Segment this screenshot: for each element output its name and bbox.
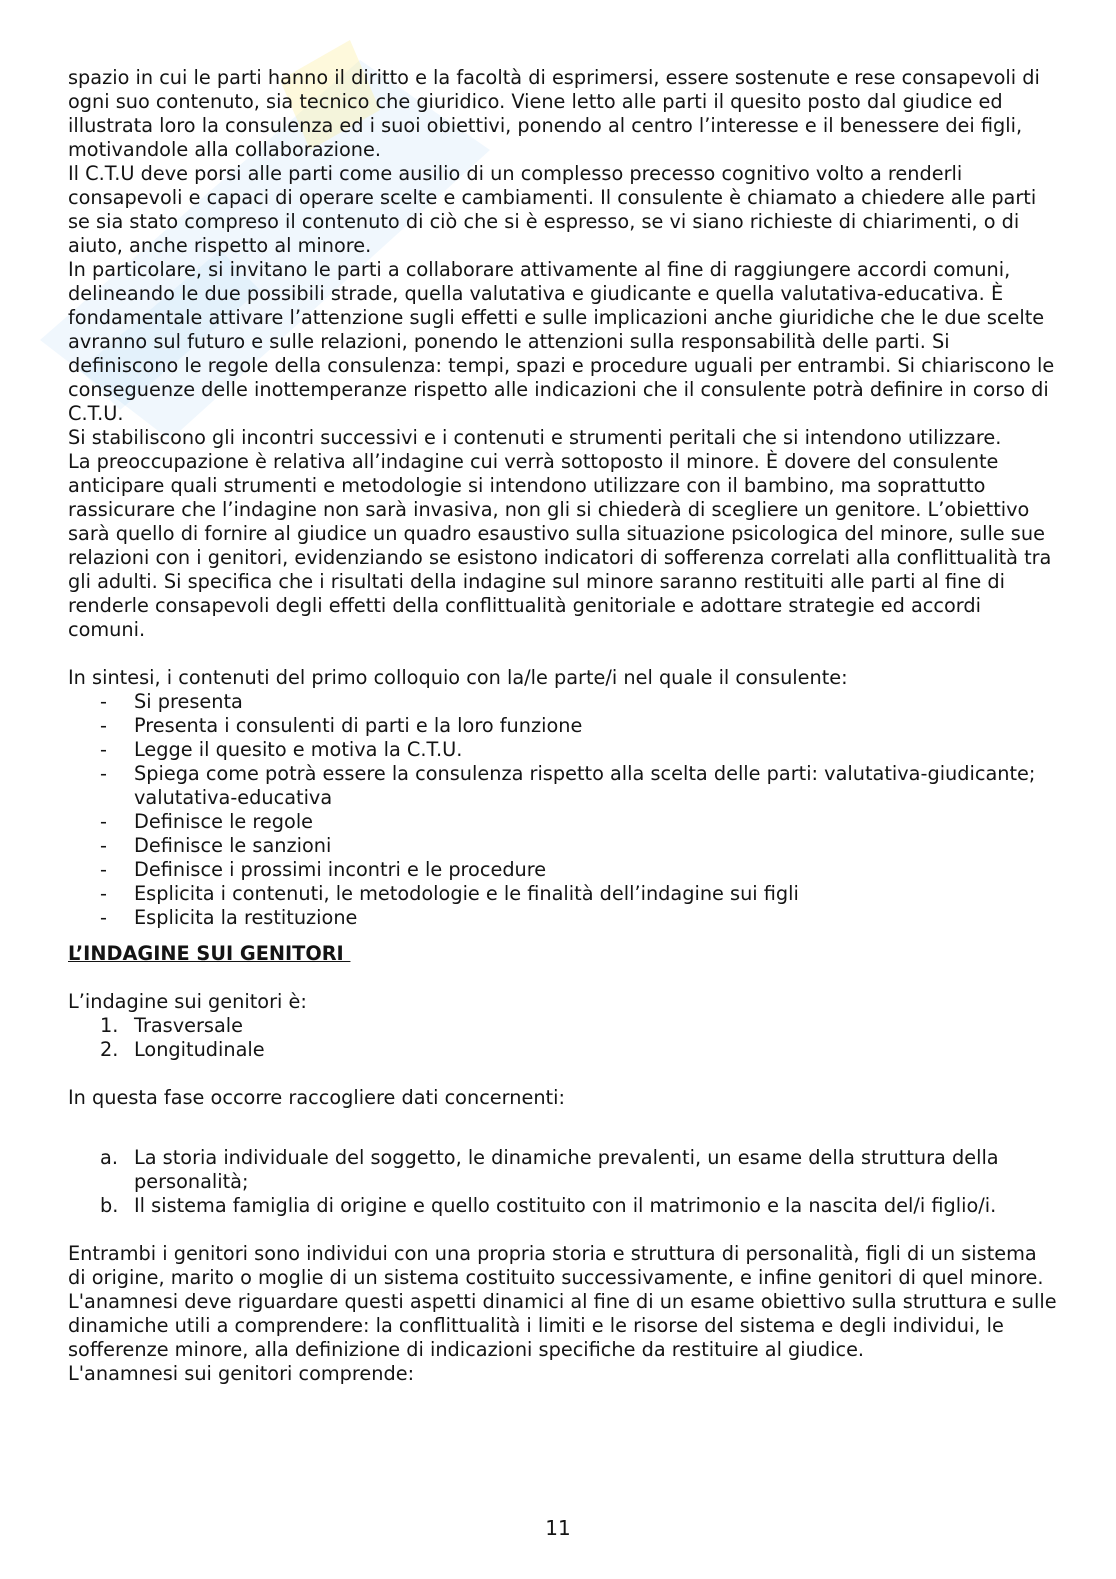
paragraph: L'anamnesi sui genitori comprende: [68, 1362, 415, 1385]
list-item [68, 1038, 1058, 1062]
list-item-text: Trasversale [134, 1014, 244, 1037]
paragraph: Il C.T.U deve porsi alle parti come ausilio di un complesso precesso cognitivo volto a renderli consapevoli e capaci di operare scelte e cambiamenti. Il consulente è chiamato a chiedere alle parti se sia stato compreso il contenuto di ciò che si è espresso, se vi siano richieste di chiarimenti, o di aiuto, anche rispetto al minore. [68, 162, 1037, 257]
list-item: - Definisce le regole [68, 810, 1058, 834]
list-item: - Esplicita la restituzione [68, 906, 1058, 930]
list-item: - Presenta i consulenti di parti e la loro funzione [68, 714, 1058, 738]
list-item-text: Longitudinale [134, 1038, 265, 1061]
list-item-text: La storia individuale del soggetto, le dinamiche prevalenti, un esame della struttura della personalità; [134, 1146, 999, 1193]
list-marker: a. [100, 1146, 118, 1169]
paragraph: Si stabiliscono gli incontri successivi e i contenuti e strumenti peritali che si intendono utilizzare. [68, 426, 1002, 449]
raccolta-list [68, 1146, 1058, 1218]
raccolta-intro: In questa fase occorre raccogliere dati concernenti: [68, 1086, 565, 1109]
paragraph: L'anamnesi deve riguardare questi aspetti dinamici al fine di un esame obiettivo sulla struttura e sulle dinamiche utili a comprendere: la conflittualità i limiti e le risorse del sistema e degli individui, le sofferenze minore, alla definizione di indicazioni specifiche da restituire al giudice. [68, 1290, 1057, 1361]
page-number: 11 [545, 1516, 571, 1540]
paragraph: Entrambi i genitori sono individui con una propria storia e struttura di personalità, figli di un sistema di origine, marito o moglie di un sistema costituito successivamente, e infine genitori di quel minore. [68, 1242, 1044, 1289]
list-item [68, 1014, 1058, 1038]
list-item: - Spiega come potrà essere la consulenza rispetto alla scelta delle parti: valutativa-giudicante; valutativa-educativa [68, 762, 1058, 810]
indagine-types-list [68, 1014, 1058, 1062]
list-item: - Esplicita i contenuti, le metodologie e le finalità dell’indagine sui figli [68, 882, 1058, 906]
document-page [68, 66, 1058, 1386]
list-item: - Legge il quesito e motiva la C.T.U. [68, 738, 1058, 762]
list-item: - Definisce i prossimi incontri e le procedure [68, 858, 1058, 882]
list-marker: 2. [100, 1038, 119, 1061]
list-item: - Definisce le sanzioni [68, 834, 1058, 858]
list-marker: 1. [100, 1014, 119, 1037]
section-heading: L’INDAGINE SUI GENITORI [68, 942, 351, 965]
list-item: - Si presenta [68, 690, 1058, 714]
paragraph: spazio in cui le parti hanno il diritto e la facoltà di esprimersi, essere sostenute e rese consapevoli di ogni suo contenuto, sia tecnico che giuridico. Viene letto alle parti il quesito posto dal giudice ed illustrata loro la consulenza ed i suoi obiettivi, ponendo al centro l’interesse e il benessere dei figli, motivandole alla collaborazione. [68, 66, 1040, 161]
summary-list [68, 690, 1058, 930]
summary-intro: In sintesi, i contenuti del primo colloquio con la/le parte/i nel quale il consulente: [68, 666, 848, 689]
indagine-intro: L’indagine sui genitori è: [68, 990, 307, 1013]
paragraph: La preoccupazione è relativa all’indagine cui verrà sottoposto il minore. È dovere del consulente anticipare quali strumenti e metodologie si intendono utilizzare con il bambino, ma soprattutto rassicurare che l’indagine non sarà invasiva, non gli si chiederà di scegliere un genitore. L’obiettivo sarà quello di fornire al giudice un quadro esaustivo sulla situazione psicologica del minore, sulle sue relazioni con i genitori, evidenziando se esistono indicatori di sofferenza correlati alla conflittualità tra gli adulti. Si specifica che i risultati della indagine sul minore saranno restituiti alle parti al fine di renderle consapevoli degli effetti della conflittualità genitoriale e adottare strategie ed accordi comuni. [68, 450, 1052, 641]
paragraph: In particolare, si invitano le parti a collaborare attivamente al fine di raggiungere accordi comuni, delineando le due possibili strade, quella valutativa e giudicante e quella valutativa-educativa. È fondamentale attivare l’attenzione sugli effetti e sulle implicazioni anche giuridiche che le due scelte avranno sul futuro e sulle relazioni, ponendo le attenzioni sulla responsabilità delle parti. Si definiscono le regole della consulenza: tempi, spazi e procedure uguali per entrambi. Si chiariscono le conseguenze delle inottemperanze rispetto alle indicazioni che il consulente potrà definire in corso di C.T.U. [68, 258, 1055, 425]
list-item [68, 1146, 1058, 1194]
list-marker: b. [100, 1194, 119, 1217]
list-item-text: Il sistema famiglia di origine e quello costituito con il matrimonio e la nascita del/i figlio/i. [134, 1194, 997, 1217]
list-item [68, 1194, 1058, 1218]
